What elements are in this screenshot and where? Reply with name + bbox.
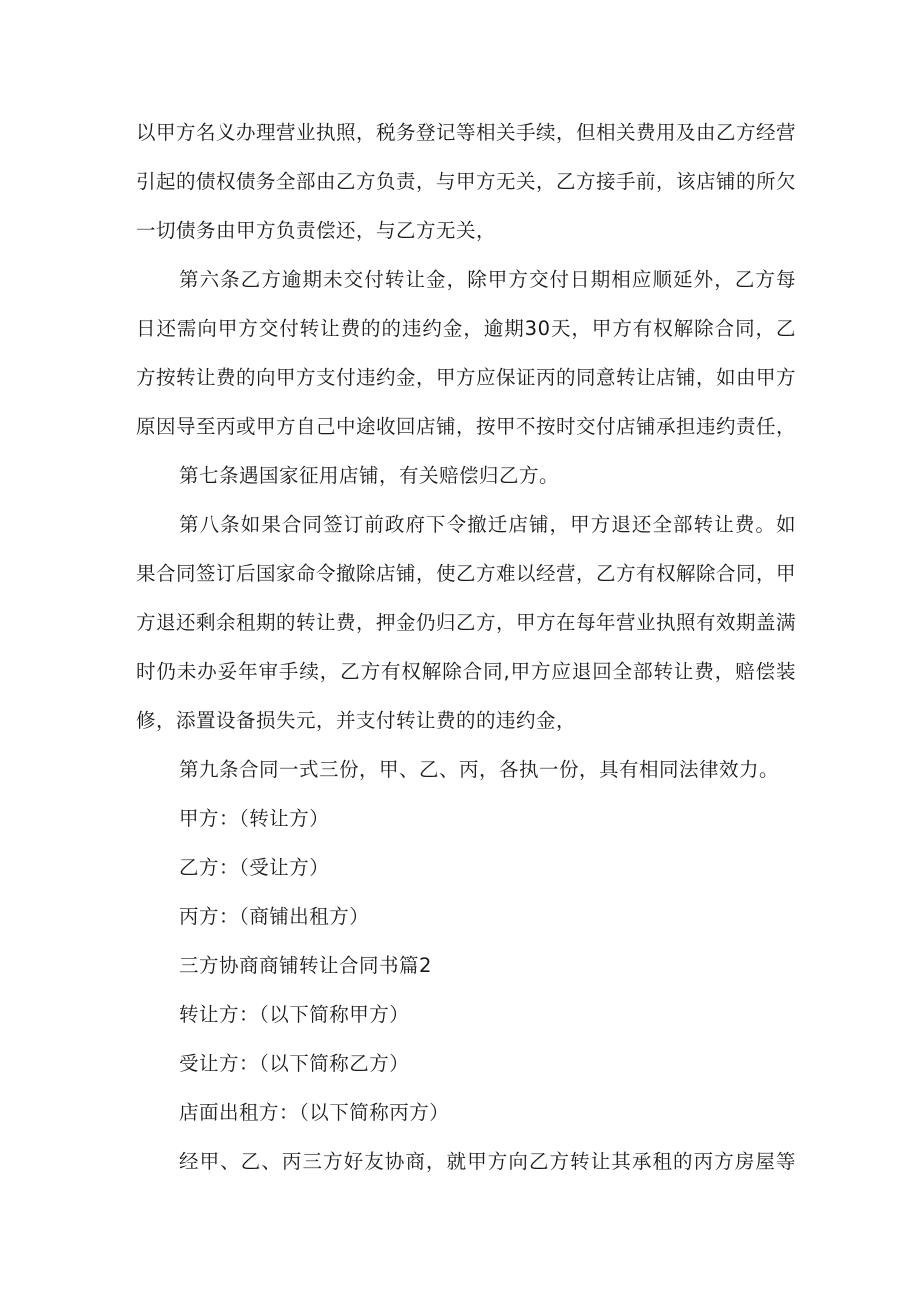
text-line: 日还需向甲方交付转让费的的违约金，逾期30天，甲方有权解除合同，乙 <box>136 317 796 340</box>
text-line: 果合同签订后国家命令撤除店铺，使乙方难以经营，乙方有权解除合同，甲 <box>136 562 797 585</box>
text-line: 原因导至丙或甲方自己中途收回店铺，按甲不按时交付店铺承担违约责任， <box>136 415 797 438</box>
paragraph-article-8: 第八条如果合同签订前政府下令撤迁店铺，甲方退还全部转让费。如 <box>179 513 796 536</box>
text-line: 引起的债权债务全部由乙方负责，与甲方无关，乙方接手前，该店铺的所欠 <box>136 170 797 193</box>
section-title: 三方协商商铺转让合同书篇2 <box>179 954 432 977</box>
party-b-label: 乙方：（受让方） <box>179 856 330 879</box>
paragraph-intro: 经甲、乙、丙三方好友协商，就甲方向乙方转让其承租的丙方房屋等 <box>179 1150 796 1173</box>
text-line: 时仍未办妥年审手续，乙方有权解除合同,甲方应退回全部转让费，赔偿装 <box>136 660 796 683</box>
text-line: 以甲方名义办理营业执照，税务登记等相关手续，但相关费用及由乙方经营 <box>136 121 797 144</box>
paragraph-article-6: 第六条乙方逾期未交付转让金，除甲方交付日期相应顺延外，乙方每 <box>179 268 796 291</box>
text-line: 修，添置设备损失元，并支付转让费的的违约金， <box>136 709 577 732</box>
lessor-label: 店面出租方：（以下简称丙方） <box>179 1101 450 1124</box>
text-line: 一切债务由甲方负责偿还，与乙方无关， <box>136 219 497 242</box>
paragraph-article-9: 第九条合同一式三份，甲、乙、丙，各执一份，具有相同法律效力。 <box>179 758 780 781</box>
paragraph-article-7: 第七条遇国家征用店铺，有关赔偿归乙方。 <box>179 464 560 487</box>
text-line: 方退还剩余租期的转让费，押金仍归乙方，甲方在每年营业执照有效期盖满 <box>136 611 797 634</box>
text-line: 方按转让费的向甲方支付违约金，甲方应保证丙的同意转让店铺，如由甲方 <box>136 366 797 389</box>
transferee-label: 受让方：（以下简称乙方） <box>179 1052 410 1075</box>
transferor-label: 转让方：（以下简称甲方） <box>179 1003 410 1026</box>
party-c-label: 丙方：（商铺出租方） <box>179 905 370 928</box>
party-a-label: 甲方：（转让方） <box>179 807 330 830</box>
